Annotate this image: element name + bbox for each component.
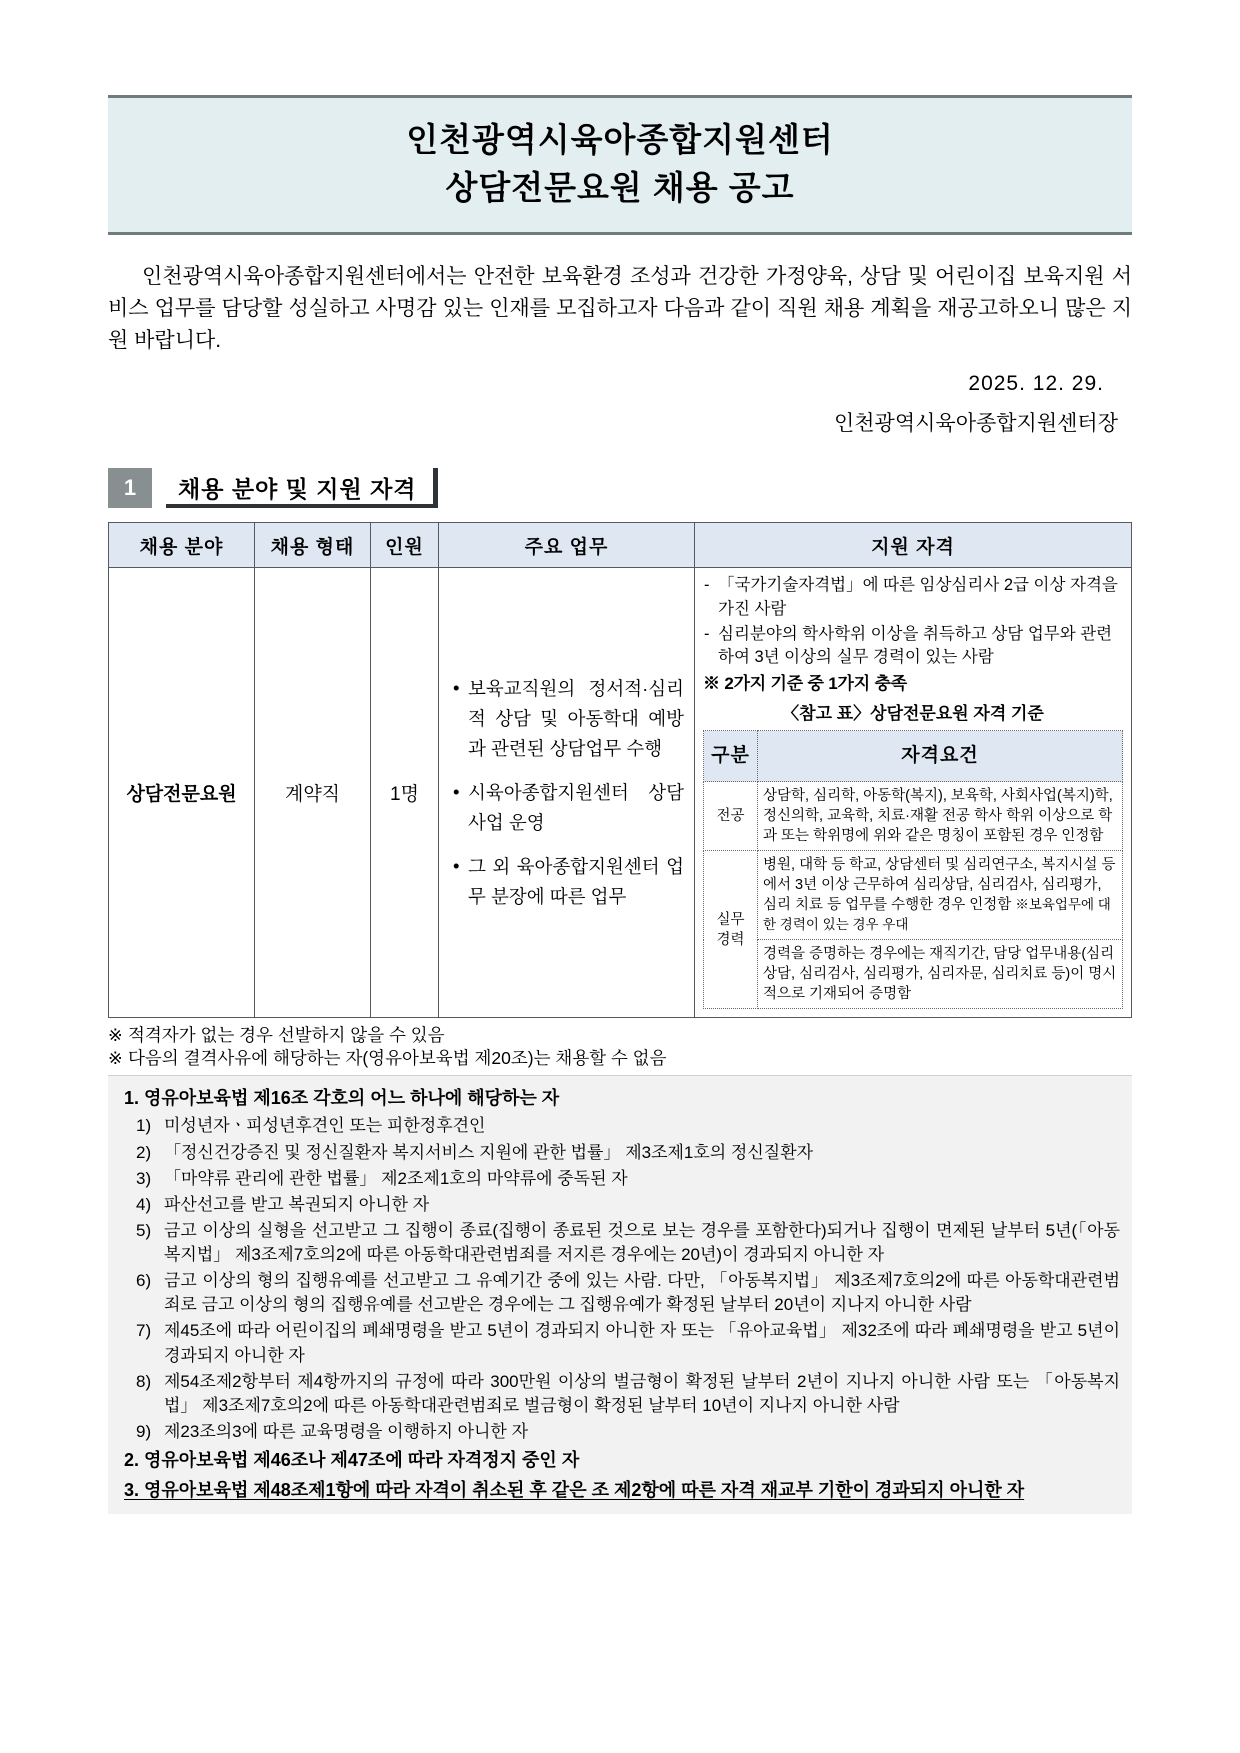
item-number: 5) bbox=[136, 1220, 152, 1240]
disqualification-box bbox=[108, 1075, 1132, 1514]
reference-table bbox=[703, 730, 1123, 1009]
table-row bbox=[109, 568, 1132, 1018]
recruitment-table bbox=[108, 522, 1132, 1018]
section-1-heading bbox=[108, 468, 1132, 508]
table-notes bbox=[108, 1024, 1132, 1069]
qualification-item: - 「국가기술자격법」에 따른 임상심리사 2급 이상 자격을 가진 사람 bbox=[703, 574, 1123, 621]
th-count: 인원 bbox=[371, 523, 439, 568]
reference-row-experience bbox=[704, 851, 1123, 940]
th-field: 채용 분야 bbox=[109, 523, 255, 568]
item-number: 8) bbox=[136, 1371, 152, 1391]
table-header-row bbox=[109, 523, 1132, 568]
disqualification-item bbox=[122, 1167, 1120, 1191]
duty-item: • 보육교직원의 정서적·심리적 상담 및 아동학대 예방과 관련된 상담업무 수행 bbox=[451, 674, 684, 764]
item-number: 7) bbox=[136, 1321, 152, 1341]
disqualification-heading-3: 3. 영유아보육법 제48조제1항에 따라 자격이 취소된 후 같은 조 제2항에 따른 자격 재교부 기한이 경과되지 아니한 자 bbox=[124, 1479, 1025, 1500]
item-number: 1) bbox=[136, 1116, 152, 1136]
item-number: 3) bbox=[136, 1168, 152, 1188]
page-title-line1: 인천광역시육아종합지원센터 bbox=[406, 121, 834, 158]
ref-label-experience: 실무 경력 bbox=[704, 851, 758, 1009]
qualification-item: - 심리분야의 학사학위 이상을 취득하고 상담 업무와 관련하여 3년 이상의 실무 경력이 있는 사람 bbox=[703, 623, 1123, 670]
cell-employment-type: 계약직 bbox=[255, 568, 371, 1018]
cell-duties bbox=[439, 568, 695, 1018]
disqualification-item bbox=[122, 1219, 1120, 1267]
announcement-signature: 인천광역시육아종합지원센터장 bbox=[833, 412, 1118, 436]
disqualification-heading-2: 2. 영유아보육법 제46조나 제47조에 따라 자격정지 중인 자 bbox=[124, 1450, 580, 1471]
item-text: 파산선고를 받고 복권되지 아니한 자 bbox=[164, 1194, 430, 1214]
item-number: 6) bbox=[136, 1271, 152, 1291]
reference-row-proof bbox=[704, 940, 1123, 1009]
disqualification-heading-1: 1. 영유아보육법 제16조 각호의 어느 하나에 해당하는 자 bbox=[124, 1087, 560, 1108]
ref-body-major: 상담학, 심리학, 아동학(복지), 보육학, 사회사업(복지)학, 정신의학, 교육학, 치료·재활 전공 학사 학위 이상으로 학과 또는 학위명에 위와 같은 명칭이 포함된 경우 인정함 bbox=[758, 782, 1123, 851]
qualification-note: ※ 2가지 기준 중 1가지 충족 bbox=[703, 673, 907, 693]
th-qualification: 지원 자격 bbox=[695, 523, 1132, 568]
disqualification-item bbox=[122, 1193, 1120, 1217]
th-type: 채용 형태 bbox=[255, 523, 371, 568]
ref-th-requirement: 자격요건 bbox=[758, 731, 1123, 782]
page-title-line2: 상담전문요원 채용 공고 bbox=[445, 168, 795, 206]
ref-body-experience-text: 병원, 대학 등 학교, 상담센터 및 심리연구소, 복지시설 등에서 3년 이상 근무하여 심리상담, 심리검사, 심리평가, 심리 치료 등 업무를 수행한 경우 인정함 bbox=[763, 857, 1116, 914]
disqualification-item bbox=[122, 1141, 1120, 1165]
cell-headcount: 1명 bbox=[371, 568, 439, 1018]
cell-qualifications bbox=[695, 568, 1132, 1018]
item-text: 「마약류 관리에 관한 법률」 제2조제1호의 마약류에 중독된 자 bbox=[164, 1168, 628, 1188]
duty-item: • 그 외 육아종합지원센터 업무 분장에 따른 업무 bbox=[451, 852, 684, 912]
item-text: 제23조의3에 따른 교육명령을 이행하지 아니한 자 bbox=[164, 1421, 528, 1441]
document-title-banner bbox=[108, 95, 1132, 235]
cell-field-name: 상담전문요원 bbox=[109, 568, 255, 1018]
item-text: 금고 이상의 형의 집행유예를 선고받고 그 유예기간 중에 있는 사람. 다만, 「아동복지법」 제3조제7호의2에 따른 아동학대관련범죄로 금고 이상의 형의 집행유예를 선고받은 경우에는 그 집행유예가 확정된 날부터 20년이 지나지 아니한 사람 bbox=[164, 1271, 1120, 1315]
section-1-title: 채용 분야 및 지원 자격 bbox=[166, 468, 438, 508]
disqualification-item bbox=[122, 1319, 1120, 1367]
ref-body-experience bbox=[758, 851, 1123, 940]
section-1-number: 1 bbox=[108, 468, 152, 508]
item-number: 4) bbox=[136, 1194, 152, 1214]
disqualification-item bbox=[122, 1420, 1120, 1444]
disqualification-item bbox=[122, 1269, 1120, 1317]
item-text: 제45조에 따라 어린이집의 폐쇄명령을 받고 5년이 경과되지 아니한 자 또는 「유아교육법」 제32조에 따라 폐쇄명령을 받고 5년이 경과되지 아니한 자 bbox=[164, 1321, 1120, 1365]
reference-header-row bbox=[704, 731, 1123, 782]
reference-row-major bbox=[704, 782, 1123, 851]
intro-section bbox=[108, 261, 1132, 441]
item-number: 2) bbox=[136, 1142, 152, 1162]
note-item: ※ 다음의 결격사유에 해당하는 자(영유아보육법 제20조)는 채용할 수 없음 bbox=[108, 1047, 1132, 1069]
th-duty: 주요 업무 bbox=[439, 523, 695, 568]
announcement-date: 2025. 12. 29. bbox=[968, 372, 1104, 396]
disqualification-item bbox=[122, 1370, 1120, 1418]
item-text: 제54조제2항부터 제4항까지의 규정에 따라 300만원 이상의 벌금형이 확정된 날부터 2년이 지나지 아니한 사람 또는 「아동복지법」 제3조제7호의2에 따른 아동학대관련범죄로 벌금형이 확정된 날부터 10년이 지나지 아니한 사람 bbox=[164, 1371, 1120, 1415]
duty-item: • 시육아종합지원센터 상담사업 운영 bbox=[451, 778, 684, 838]
item-text: 미성년자ㆍ피성년후견인 또는 피한정후견인 bbox=[164, 1116, 486, 1136]
ref-body-experience-note: ※보육업무에 대한 경력이 있는 경우 우대 bbox=[763, 897, 1111, 933]
reference-table-title: 〈참고 표〉상담전문요원 자격 기준 bbox=[782, 704, 1044, 724]
disqualification-item bbox=[122, 1114, 1120, 1138]
item-text: 금고 이상의 실형을 선고받고 그 집행이 종료(집행이 종료된 것으로 보는 경우를 포함한다)되거나 집행이 면제된 날부터 5년(「아동복지법」 제3조제7호의2에 따른 아동학대관련범죄를 저지른 경우에는 20년)이 경과되지 아니한 자 bbox=[164, 1220, 1120, 1265]
disqualification-list-1 bbox=[122, 1114, 1120, 1444]
item-text: 「정신건강증진 및 정신질환자 복지서비스 지원에 관한 법률」 제3조제1호의 정신질환자 bbox=[164, 1142, 814, 1162]
ref-th-category: 구분 bbox=[704, 731, 758, 782]
intro-paragraph: 인천광역시육아종합지원센터에서는 안전한 보육환경 조성과 건강한 가정양육, 상담 및 어린이집 보육지원 서비스 업무를 담당할 성실하고 사명감 있는 인재를 모집하고자 다음과 같이 직원 채용 계획을 재공고하오니 많은 지원 바랍니다. bbox=[108, 264, 1132, 352]
ref-body-proof: 경력을 증명하는 경우에는 재직기간, 담당 업무내용(심리상담, 심리검사, 심리평가, 심리자문, 심리치료 등)이 명시적으로 기재되어 증명함 bbox=[758, 940, 1123, 1009]
item-number: 9) bbox=[136, 1421, 152, 1441]
note-item: ※ 적격자가 없는 경우 선발하지 않을 수 있음 bbox=[108, 1024, 1132, 1046]
ref-label-major: 전공 bbox=[704, 782, 758, 851]
